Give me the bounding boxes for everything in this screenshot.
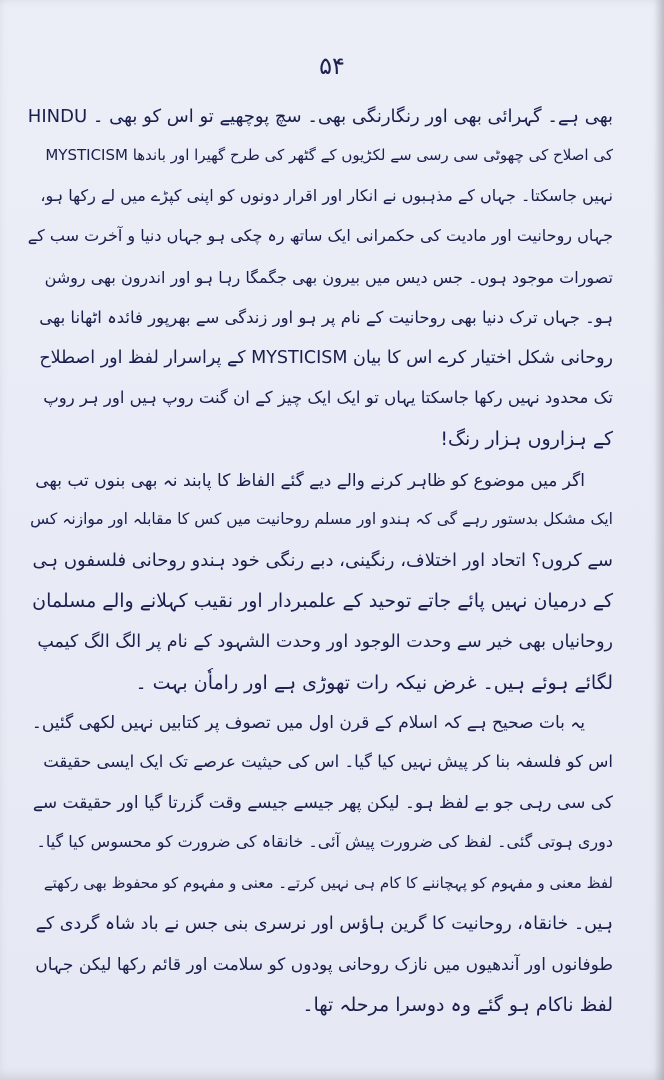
- text-line: سے کروں؟ اتحاد اور اختلاف، رنگینی، دبے رنگی خود ہندو روحانی فلسفوں ہی: [32, 550, 613, 571]
- text-line: دوری ہوتی گئی۔ لفظ کی ضرورت پیش آئی۔ خانقاہ کی ضرورت کو محسوس کیا گیا۔: [36, 832, 613, 851]
- text-line: ہو۔ جہاں ترک دنیا بھی روحانیت کے نام پر ہو اور زندگی سے بھرپور فائدہ اٹھانا بھی: [39, 308, 613, 327]
- text-line: MYSTICISM کی اصلاح کی چھوٹی سی رسی سے لکڑیوں کے گٹھر کی طرح گھیرا اور باندھا: [45, 146, 613, 164]
- text-line: جہاں روحانیت اور مادیت کی حکمرانی ایک ساتھ رہ چکی ہو جہاں دنیا و آخرت سب کے: [27, 226, 613, 245]
- text-line: ایک مشکل بدستور رہے گی کہ ہندو اور مسلم روحانیت میں کس کا مقابلہ اور موازنہ کس: [30, 510, 613, 528]
- text-line: طوفانوں اور آندھیوں میں نازک روحانی پودوں کو سلامت اور قائم رکھا لیکن جہاں: [35, 955, 613, 975]
- page-edge-shadow: [654, 0, 664, 1080]
- text-line: تصورات موجود ہوں۔ جس دیس میں بیرون بھی جگمگا رہا ہو اور اندرون بھی روشن: [44, 268, 613, 287]
- text-line: کے درمیان نہیں پائے جاتے توحید کے علمبردار اور نقیب کہلانے والے مسلمان: [32, 590, 613, 612]
- text-line: بھی ہے۔ گہرائی بھی اور رنگارنگی بھی۔ سچ پوچھیے تو اس کو بھی ۔ HINDU: [27, 106, 613, 127]
- page-number: ۵۴: [319, 52, 345, 80]
- text-line: نہیں جاسکتا۔ جہاں کے مذہبوں نے انکار اور اقرار دونوں کو اپنی کپڑے میں لے رکھا ہو،: [40, 186, 613, 205]
- text-line: اس کو فلسفہ بنا کر پیش نہیں کیا گیا۔ اس کی حیثیت عرصے تک ایک ایسی حقیقت: [43, 752, 613, 771]
- text-line: لگائے ہوئے ہیں۔ غرض نیکہ رات تھوڑی ہے اور راماٗن بہت ۔: [135, 672, 613, 694]
- text-line: روحانیاں بھی خیر سے وحدت الوجود اور وحدت الشہود کے نام پر الگ الگ کیمپ: [37, 632, 613, 652]
- text-line: کی سی رہی جو بے لفظ ہو۔ لیکن پھر جیسے جیسے وقت گزرتا گیا اور حقیقت سے: [32, 793, 613, 813]
- text-line: کے ہزاروں ہزار رنگ!: [440, 428, 613, 450]
- text-line: یہ بات صحیح ہے کہ اسلام کے قرن اول میں تصوف پر کتابیں نہیں لکھی گئیں۔: [31, 713, 585, 733]
- text-line: تک محدود نہیں رکھا جاسکتا یہاں تو ایک ایک چیز کے ان گنت روپ ہیں اور ہر روپ: [43, 388, 613, 407]
- text-line: لفظ ناکام ہو گئے وہ دوسرا مرحلہ تھا۔: [302, 994, 613, 1016]
- text-line: لفظ معنی و مفہوم کو پہچاننے کا کام ہی نہیں کرتے۔ معنی و مفہوم کو محفوظ بھی رکھتے: [43, 874, 613, 892]
- text-line: اگر میں موضوع کو ظاہر کرنے والے دیے گئے الفاظ کا پابند نہ بھی بنوں تب بھی: [35, 471, 585, 491]
- text-line: روحانی شکل اختیار کرے اس کا بیان MYSTICISM کے پراسرار لفظ اور اصطلاح: [39, 348, 613, 368]
- text-line: ہیں۔ خانقاہ، روحانیت کا گرین ہاؤس اور نرسری بنی جس نے باد شاہ گردی کے: [35, 914, 613, 934]
